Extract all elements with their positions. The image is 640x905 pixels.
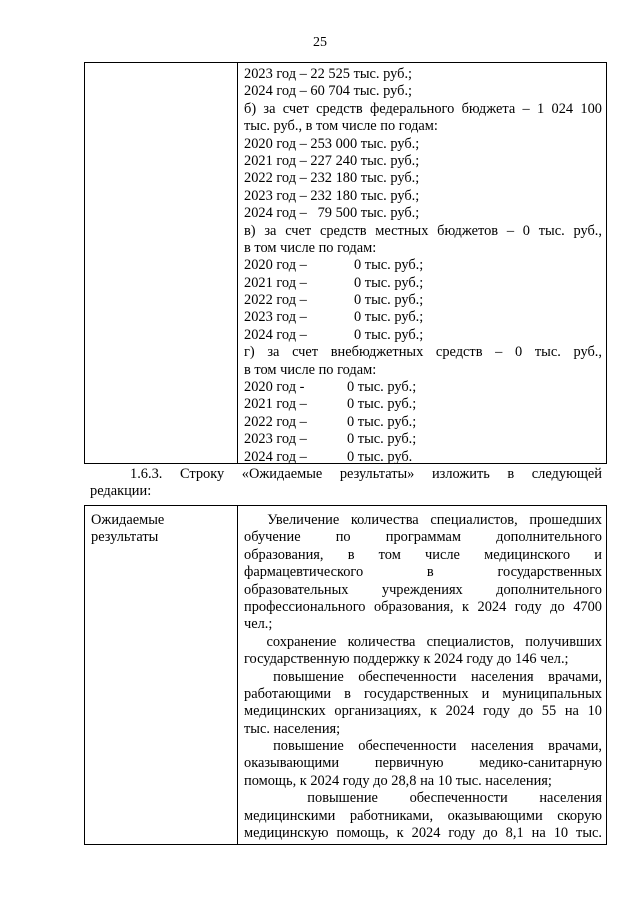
paragraph-line: 1.6.3. Строку «Ожидаемые результаты» изложить в следующей <box>130 466 602 482</box>
year-label: 2022 год – <box>244 413 307 430</box>
results-line: Увеличение количества специалистов, прошедших <box>244 512 602 528</box>
financing-table <box>84 62 607 464</box>
label-line: Ожидаемые <box>91 512 165 528</box>
amount-label: 0 тыс. руб.; <box>354 274 424 291</box>
results-line: медицинских организациях, к 2024 году до 55 на 10 <box>244 703 602 720</box>
amount-label: 0 тыс. руб.; <box>347 431 417 448</box>
results-line: повышение обеспеченности населения врачами, <box>244 738 602 755</box>
results-line: образования, в том числе медицинского и <box>244 546 602 563</box>
results-line: медицинскими работниками, оказывающими скорую <box>244 807 602 824</box>
column-divider <box>237 63 238 463</box>
year-label: 2020 год – <box>244 257 307 274</box>
local-budget-row <box>244 257 602 274</box>
paragraph-line: редакции: <box>90 483 152 500</box>
amount-label: 0 тыс. руб.; <box>354 326 424 343</box>
finance-line: 2024 год – 60 704 тыс. руб.; <box>244 83 413 100</box>
year-label: 2023 год – <box>244 431 307 448</box>
extrabudget-row <box>244 449 602 466</box>
results-cell <box>244 512 602 842</box>
amount-label: 0 тыс. руб.; <box>347 379 417 396</box>
finance-line: 2021 год – 227 240 тыс. руб.; <box>244 152 420 169</box>
label-line: результаты <box>91 529 159 546</box>
results-line: фармацевтического в государственных <box>244 564 602 581</box>
finance-line: в) за счет средств местных бюджетов – 0 тыс. руб., <box>244 222 602 239</box>
column-divider <box>237 506 238 844</box>
local-budget-row <box>244 292 602 309</box>
year-label: 2023 год – <box>244 309 307 326</box>
local-budget-row <box>244 275 602 292</box>
extrabudget-line: в том числе по годам: <box>244 361 377 378</box>
amount-label: 0 тыс. руб.; <box>347 413 417 430</box>
results-line: помощь, к 2024 году до 28,8 на 10 тыс. населения; <box>244 772 552 789</box>
year-label: 2024 год – <box>244 448 307 465</box>
amount-label: 0 тыс. руб.; <box>354 257 424 274</box>
year-label: 2024 год – <box>244 326 307 343</box>
local-budget-row <box>244 327 602 344</box>
amount-label: 0 тыс. руб.; <box>354 309 424 326</box>
finance-line: 2022 год – 232 180 тыс. руб.; <box>244 170 420 187</box>
results-line: тыс. населения; <box>244 720 341 737</box>
financing-cell <box>244 66 602 466</box>
amendment-paragraph <box>90 466 602 501</box>
results-line: обучение по программам дополнительного <box>244 529 602 546</box>
results-line: сохранение количества специалистов, получивших <box>244 633 602 650</box>
results-line: медицинскую помощь, к 2024 году до 8,1 на 10 тыс. <box>244 825 602 842</box>
amount-label: 0 тыс. руб.; <box>347 396 417 413</box>
extrabudget-row <box>244 379 602 396</box>
extrabudget-row <box>244 431 602 448</box>
results-line: работающими в государственных и муниципальных <box>244 685 602 702</box>
year-label: 2022 год – <box>244 292 307 309</box>
amount-label: 0 тыс. руб.; <box>354 292 424 309</box>
results-line: государственную поддержку к 2024 году до 146 чел.; <box>244 651 569 668</box>
label-cell <box>91 512 231 547</box>
expected-results-table <box>84 505 607 845</box>
year-label: 2020 год - <box>244 379 305 396</box>
extrabudget-row <box>244 396 602 413</box>
results-line: чел.; <box>244 616 273 633</box>
finance-line: 2023 год – 22 525 тыс. руб.; <box>244 66 413 82</box>
results-line: повышение обеспеченности населения <box>244 790 602 807</box>
extrabudget-row <box>244 414 602 431</box>
finance-line: 2023 год – 232 180 тыс. руб.; <box>244 187 420 204</box>
results-line: оказывающими первичную медико-санитарную <box>244 755 602 772</box>
finance-line: в том числе по годам: <box>244 239 377 256</box>
finance-line: 2020 год – 253 000 тыс. руб.; <box>244 135 420 152</box>
results-line: образовательных учреждениях дополнительного <box>244 581 602 598</box>
results-line: повышение обеспеченности населения врачами, <box>244 668 602 685</box>
finance-line: тыс. руб., в том числе по годам: <box>244 118 438 135</box>
finance-line: 2024 год – 79 500 тыс. руб.; <box>244 205 420 222</box>
year-label: 2021 год – <box>244 274 307 291</box>
amount-label: 0 тыс. руб. <box>347 448 413 465</box>
results-line: профессионального образования, к 2024 году до 4700 <box>244 598 602 615</box>
extrabudget-line: г) за счет внебюджетных средств – 0 тыс. руб., <box>244 344 602 361</box>
year-label: 2021 год – <box>244 396 307 413</box>
local-budget-row <box>244 309 602 326</box>
finance-line: б) за счет средств федерального бюджета – 1 024 100 <box>244 100 602 117</box>
page-number: 25 <box>313 35 327 50</box>
